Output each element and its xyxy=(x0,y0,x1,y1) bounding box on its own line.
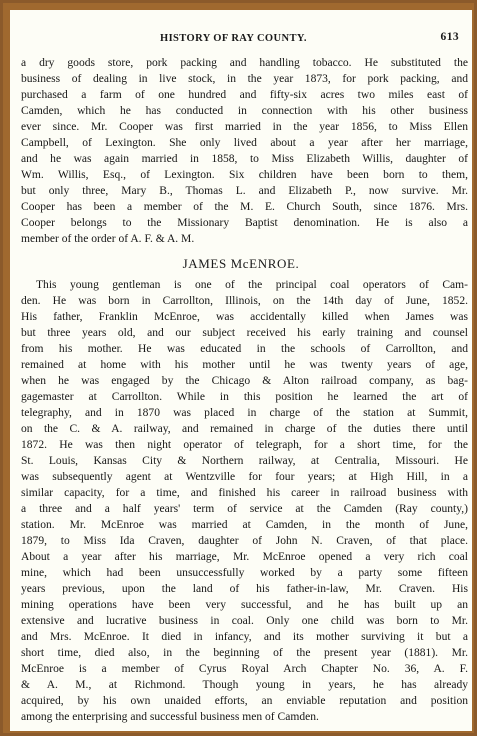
paragraph2-line: remained at home with his mother until he was twenty years of age, xyxy=(21,359,468,371)
paragraph2-line: station. Mr. McEnroe was married at Camden, in the month of June, xyxy=(21,519,468,531)
paragraph1-line: ever since. Mr. Cooper was first married in the year 1856, to Miss Ellen xyxy=(21,121,468,133)
paragraph1-line: Cooper belongs to the Missionary Baptist denomination. He is also a xyxy=(21,217,468,229)
paragraph2-line: McEnroe is a member of Cyrus Royal Arch Chapter No. 36, A. F. xyxy=(21,663,468,675)
paragraph2-line: was subsequently agent at Wentzville for four years; at High Hill, in a xyxy=(21,471,468,483)
paragraph2-line: & A. M., at Richmond. Though young in years, he has already xyxy=(21,679,468,691)
paragraph2-line: a three and a half years' term of service at the Camden (Ray county,) xyxy=(21,503,468,515)
paragraph2-line: mining operations have been very successful, and he has built up an xyxy=(21,599,468,611)
paragraph2-line: from his mother. He was educated in the schools of Carrollton, and xyxy=(21,343,468,355)
paragraph1-line: purchased a farm of one hundred and fifty-six acres two miles east of xyxy=(21,89,468,101)
paragraph2-line: About a year after his marriage, Mr. McEnroe opened a very rich coal xyxy=(21,551,468,563)
paragraph2-line: short time, died also, in the beginning of the present year (1881). Mr. xyxy=(21,647,468,659)
running-header xyxy=(10,33,472,49)
paragraph2-line: This young gentleman is one of the principal coal operators of Cam- xyxy=(36,279,468,291)
paragraph1-line: Camden, which he has conducted in connection with his other business xyxy=(21,105,468,117)
paragraph1-line: business of dealing in live stock, in the year 1873, for pork packing, and xyxy=(21,73,468,85)
paragraph2-line: and Mrs. McEnroe. It died in infancy, and its mother surviving it but a xyxy=(21,631,468,643)
paragraph1-line: a dry goods store, pork packing and handling tobacco. He substituted the xyxy=(21,57,468,69)
paragraph2-line: years previous, upon the land of his father-in-law, Mr. Craven. His xyxy=(21,583,468,595)
paragraph2-line: but three years old, and our subject received his early training and counsel xyxy=(21,327,468,339)
paragraph2-line: 1879, to Miss Ida Craven, daughter of John N. Craven, of that place. xyxy=(21,535,468,547)
paragraph1-line: member of the order of A. F. & A. M. xyxy=(21,233,195,245)
book-page xyxy=(10,10,472,731)
page-frame xyxy=(3,3,474,733)
header-title: HISTORY OF RAY COUNTY. xyxy=(160,33,307,44)
paragraph2-line: on the C. & A. railway, and remained in charge of the duties there until xyxy=(21,423,468,435)
paragraph1-line: but only three, Mary B., Thomas L. and Elizabeth P., now survive. Mr. xyxy=(21,185,468,197)
paragraph2-line: telegraphy, and in 1870 was placed in charge of the station at Summit, xyxy=(21,407,468,419)
paragraph1-line: Wm. Willis, Esq., of Lexington. Six children have been born to them, xyxy=(21,169,468,181)
paragraph2-line: mine, which had been unsuccessfully worked by a party some fifteen xyxy=(21,567,468,579)
paragraph1-line: Campbell, of Lexington. She only lived about a year after her marriage, xyxy=(21,137,468,149)
section-title: JAMES McENROE. xyxy=(182,256,300,271)
paragraph2-line: 1872. He was then night operator of telegraph, for a short time, for the xyxy=(21,439,468,451)
paragraph2-line: His father, Franklin McEnroe, was accidentally killed when James was xyxy=(21,311,468,323)
page-number: 613 xyxy=(440,31,459,43)
paragraph2-line: when he was engaged by the Chicago & Alton railroad company, as bag- xyxy=(21,375,468,387)
paragraph2-line: St. Louis, Kansas City & Northern railway, at Centralia, Missouri. He xyxy=(21,455,468,467)
paragraph2-line: among the enterprising and successful business men of Camden. xyxy=(21,711,319,723)
paragraph2-line: acquired, by his own unaided efforts, an enviable reputation and position xyxy=(21,695,468,707)
paragraph1-line: Cooper has been a member of the M. E. Church South, since 1876. Mrs. xyxy=(21,201,468,213)
paragraph2-line: similar capacity, for a time, and finished his career in railroad business with xyxy=(21,487,468,499)
paragraph2-line: gagemaster at Carrollton. While in this position he learned the art of xyxy=(21,391,468,403)
paragraph1-line: and he was again married in 1858, to Miss Elizabeth Willis, daughter of xyxy=(21,153,468,165)
paragraph2-line: extensive and lucrative business in coal. Only one child was born to Mr. xyxy=(21,615,468,627)
paragraph2-line: den. He was born in Carrollton, Illinois, on the 14th day of June, 1852. xyxy=(21,295,468,307)
